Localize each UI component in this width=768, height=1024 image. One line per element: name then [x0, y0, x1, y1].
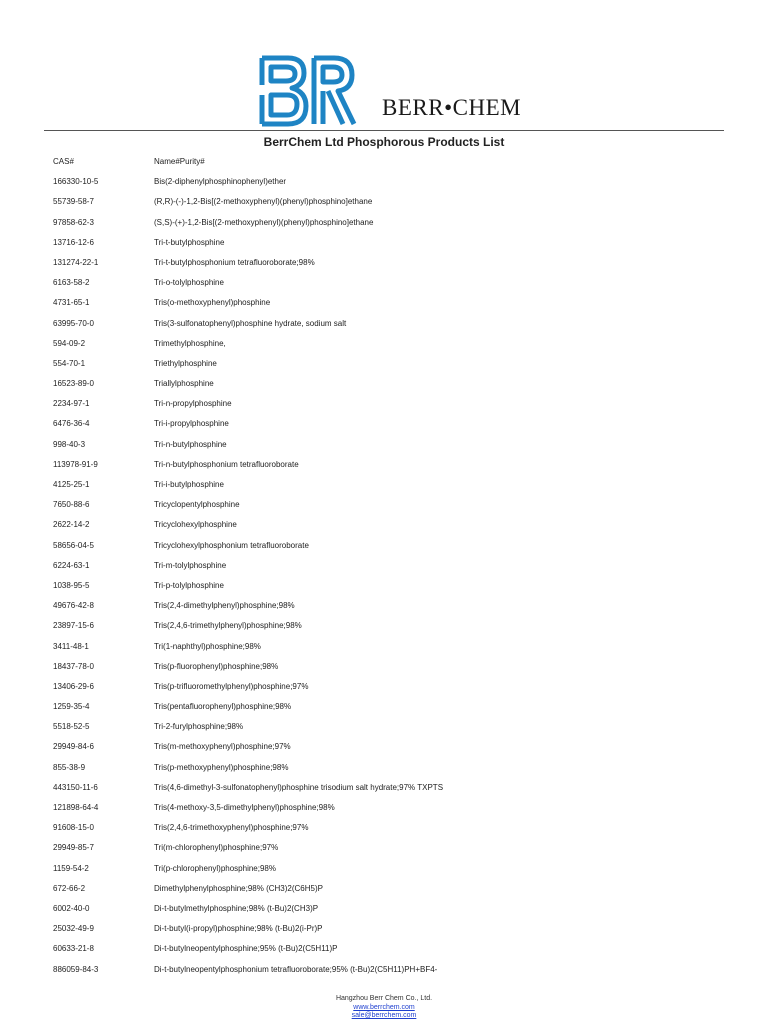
product-name: Tricyclopentylphosphine: [154, 500, 240, 510]
cas-number: 886059-84-3: [53, 964, 99, 974]
cas-number: 4731-65-1: [53, 298, 90, 308]
table-row: [53, 298, 733, 318]
product-name: Tri(1-naphthyl)phosphine;98%: [154, 641, 261, 651]
product-name: Di-t-butylmethylphosphine;98% (t-Bu)2(CH3)P: [154, 903, 319, 913]
cas-number: 25032-49-9: [53, 924, 94, 934]
table-row: [53, 621, 733, 641]
table-row: [53, 480, 733, 500]
product-name: (S,S)-(+)-1,2-Bis[(2-methoxyphenyl)(phenyl)phosphino]ethane: [154, 217, 374, 227]
page-footer: [0, 995, 768, 1021]
cas-number: 29949-85-7: [53, 843, 94, 853]
cas-number: 13406-29-6: [53, 681, 94, 691]
cas-number: 2234-97-1: [53, 399, 90, 409]
product-name: Tri-n-butylphosphine: [154, 439, 227, 449]
table-row: [53, 864, 733, 884]
product-name: Tri-p-tolylphosphine: [154, 580, 224, 590]
product-name: Dimethylphenylphosphine;98% (CH3)2(C6H5)P: [154, 883, 323, 893]
cas-number: 18437-78-0: [53, 661, 94, 671]
cas-number: 855-38-9: [53, 762, 86, 772]
table-row: [53, 924, 733, 944]
table-row: [53, 500, 733, 520]
table-row: [53, 763, 733, 783]
cas-number: 6002-40-0: [53, 903, 90, 913]
cas-number: 131274-22-1: [53, 257, 99, 267]
table-row: [53, 722, 733, 742]
table-row: [53, 319, 733, 339]
table-row: [53, 460, 733, 480]
cas-number: 13716-12-6: [53, 237, 94, 247]
cas-number: 1159-54-2: [53, 863, 89, 873]
cas-number: 55739-58-7: [53, 197, 94, 207]
table-row: [53, 561, 733, 581]
product-name: Tricyclohexylphosphine: [154, 520, 237, 530]
product-name: Di-t-butylneopentylphosphine;95% (t-Bu)2(C5H11)P: [154, 944, 338, 954]
table-row: [53, 884, 733, 904]
cas-number: 29949-84-6: [53, 742, 94, 752]
product-name: Tris(m-methoxyphenyl)phosphine;97%: [154, 742, 291, 752]
table-row: [53, 783, 733, 803]
product-name: Bis(2-diphenylphosphinophenyl)ether: [154, 177, 287, 187]
product-name: Tris(p-methoxyphenyl)phosphine;98%: [154, 762, 289, 772]
cas-number: 6476-36-4: [53, 419, 90, 429]
table-row: [53, 601, 733, 621]
product-name: Tri-i-butylphosphine: [154, 480, 224, 489]
cas-number: 121898-64-4: [53, 803, 99, 812]
cas-number: 16523-89-0: [53, 379, 94, 389]
product-table: [53, 157, 733, 985]
table-row: [53, 177, 733, 197]
product-name: Tris(4-methoxy-3,5-dimethylphenyl)phosphine;98%: [154, 803, 335, 812]
cas-number: 60633-21-8: [53, 944, 94, 954]
header-divider: [44, 130, 724, 131]
page-title: BerrChem Ltd Phosphorous Products List: [263, 135, 505, 149]
table-row: [53, 419, 733, 439]
cas-number: 97858-62-3: [53, 217, 94, 227]
cas-number: 7650-88-6: [53, 500, 90, 510]
table-row: [53, 843, 733, 863]
cas-number: 672-66-2: [53, 883, 86, 893]
table-row: [53, 278, 733, 298]
cas-number: 113978-91-9: [53, 459, 98, 469]
table-row: [53, 662, 733, 682]
product-name: Tris(4,6-dimethyl-3-sulfonatophenyl)phosphine trisodium salt hydrate;97% TXPTS: [154, 782, 444, 792]
product-name: Triallylphosphine: [154, 379, 214, 389]
product-name: Tris(p-fluorophenyl)phosphine;98%: [154, 661, 279, 671]
product-name: Di-t-butylneopentylphosphonium tetrafluoroborate;95% (t-Bu)2(C5H11)PH+BF4-: [154, 964, 438, 974]
cas-number: 6163-58-2: [53, 278, 90, 288]
table-row: [53, 218, 733, 238]
product-name: Tris(2,4,6-trimethoxyphenyl)phosphine;97%: [154, 823, 309, 833]
product-name: Tri-o-tolylphosphine: [154, 278, 224, 288]
cas-number: 443150-11-6: [53, 782, 98, 792]
product-name: Tri(m-chlorophenyl)phosphine;97%: [154, 843, 279, 853]
product-name: Tris(o-methoxyphenyl)phosphine: [154, 298, 271, 308]
cas-number: 2622-14-2: [53, 520, 90, 530]
table-row: [53, 399, 733, 419]
product-name: Tri-n-butylphosphonium tetrafluoroborate: [154, 459, 299, 469]
product-name: Tris(2,4,6-trimethylphenyl)phosphine;98%: [154, 621, 302, 631]
cas-number: 6224-63-1: [53, 560, 90, 570]
product-name: Tri(p-chlorophenyl)phosphine;98%: [154, 863, 276, 873]
brand-name: BERR•CHEM: [382, 95, 522, 120]
cas-number: 594-09-2: [53, 338, 86, 348]
footer-email-link[interactable]: sale@berrchem.com: [351, 1012, 417, 1019]
product-name: Tris(p-trifluoromethylphenyl)phosphine;97%: [154, 681, 309, 691]
product-name: Trimethylphosphine,: [154, 338, 226, 348]
table-row: [53, 520, 733, 540]
table-row: [53, 339, 733, 359]
cas-number: 23897-15-6: [53, 621, 94, 631]
table-row: [53, 197, 733, 217]
cas-number: 91608-15-0: [53, 823, 94, 833]
product-name: Tri-t-butylphosphine: [154, 237, 225, 247]
table-row: [53, 702, 733, 722]
table-row: [53, 238, 733, 258]
table-row: [53, 258, 733, 278]
table-row: [53, 803, 733, 823]
product-name: Tricyclohexylphosphonium tetrafluoroborate: [154, 540, 309, 550]
product-name: (R,R)-(-)-1,2-Bis[(2-methoxyphenyl)(phenyl)phosphino]ethane: [154, 197, 373, 207]
product-name: Tri-2-furylphosphine;98%: [154, 722, 244, 732]
company-logo: [258, 55, 522, 127]
table-row: [53, 642, 733, 662]
product-name: Tris(pentafluorophenyl)phosphine;98%: [154, 702, 292, 712]
product-name: Tri-t-butylphosphonium tetrafluoroborate;98%: [154, 257, 315, 267]
footer-company: Hangzhou Berr Chem Co., Ltd.: [335, 995, 433, 1002]
column-header-cas: CAS#: [53, 157, 74, 166]
cas-number: 63995-70-0: [53, 318, 94, 328]
cas-number: 166330-10-5: [53, 177, 99, 187]
product-name: Tris(2,4-dimethylphenyl)phosphine;98%: [154, 601, 295, 611]
table-row: [53, 359, 733, 379]
table-row: [53, 965, 733, 985]
footer-website-link[interactable]: www.berrchem.com: [353, 1003, 415, 1011]
table-row: [53, 440, 733, 460]
table-row: [53, 742, 733, 762]
berrchem-logo-icon: [258, 55, 358, 127]
cas-number: 998-40-3: [53, 439, 86, 449]
table-row: [53, 944, 733, 964]
table-header-row: [53, 157, 733, 177]
cas-number: 3411-48-1: [53, 641, 89, 651]
cas-number: 1038-95-5: [53, 580, 90, 590]
table-row: [53, 541, 733, 561]
product-name: Tris(3-sulfonatophenyl)phosphine hydrate, sodium salt: [154, 318, 347, 328]
cas-number: 1259-35-4: [53, 702, 90, 712]
table-row: [53, 379, 733, 399]
table-row: [53, 904, 733, 924]
table-row: [53, 581, 733, 601]
cas-number: 49676-42-8: [53, 601, 94, 611]
cas-number: 554-70-1: [53, 358, 86, 368]
product-name: Tri-m-tolylphosphine: [154, 560, 227, 570]
table-row: [53, 682, 733, 702]
cas-number: 58656-04-5: [53, 540, 94, 550]
product-name: Triethylphosphine: [154, 358, 217, 368]
product-name: Di-t-butyl(i-propyl)phosphine;98% (t-Bu)2(i-Pr)P: [154, 924, 323, 934]
product-name: Tri-i-propylphosphine: [154, 419, 229, 429]
cas-number: 5518-52-5: [53, 722, 90, 732]
cas-number: 4125-25-1: [53, 480, 90, 489]
table-row: [53, 823, 733, 843]
column-header-name: Name#Purity#: [154, 157, 205, 166]
product-name: Tri-n-propylphosphine: [154, 399, 232, 409]
